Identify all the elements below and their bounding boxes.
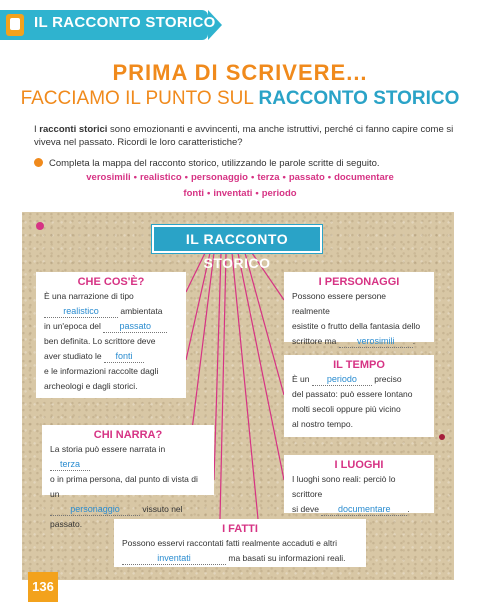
instruction bbox=[34, 157, 464, 170]
map-center-title: IL RACCONTO STORICO bbox=[152, 225, 322, 253]
answer-blank[interactable]: inventati bbox=[122, 552, 226, 565]
card-text: in un'epoca del bbox=[44, 321, 101, 331]
subtitle-highlight: RACCONTO STORICO bbox=[258, 88, 460, 109]
card-title: IL TEMPO bbox=[333, 359, 385, 371]
card-text: Possono esservi raccontati fatti realmente accaduti e altri bbox=[122, 538, 337, 548]
card-chi-narra bbox=[42, 425, 214, 529]
intro-pre: I bbox=[34, 124, 40, 135]
card-text: . bbox=[412, 336, 416, 346]
card-title: CHE COS'È? bbox=[77, 276, 145, 288]
card-text: La storia può essere narrata in bbox=[50, 444, 166, 454]
page-subtitle bbox=[0, 88, 480, 110]
instruction-text: Completa la mappa del racconto storico, utilizzando le parole scritte di seguito. bbox=[49, 158, 380, 169]
word-bank-item: verosimili bbox=[86, 172, 131, 183]
bullet-icon bbox=[34, 158, 43, 167]
card-text: aver studiato le bbox=[44, 351, 102, 361]
card-text: al nostro tempo. bbox=[292, 419, 353, 429]
card-text: preciso bbox=[374, 374, 402, 384]
card-text: ma basati su informazioni reali. bbox=[228, 553, 346, 563]
card-personaggi bbox=[284, 272, 434, 346]
card-text: del passato: può essere lontano bbox=[292, 389, 413, 399]
card-fatti bbox=[114, 519, 366, 567]
card-text: ambientata bbox=[120, 306, 163, 316]
card-title: I PERSONAGGI bbox=[318, 276, 400, 288]
card-title: I LUOGHI bbox=[334, 459, 384, 471]
answer-blank[interactable]: documentare bbox=[321, 503, 407, 516]
card-text: si deve bbox=[292, 504, 319, 514]
card-text: ben definita. Lo scrittore deve bbox=[44, 336, 156, 346]
answer-blank[interactable]: periodo bbox=[312, 373, 372, 386]
card-title: I FATTI bbox=[222, 523, 258, 535]
card-text: scrittore ma bbox=[292, 336, 337, 346]
word-bank-item: inventati bbox=[213, 188, 253, 199]
card-text: vissuto nel passato. bbox=[50, 504, 183, 529]
subtitle-prefix: FACCIAMO IL PUNTO SUL bbox=[20, 88, 259, 109]
card-tempo bbox=[284, 355, 434, 437]
card-text: molti secoli oppure più vicino bbox=[292, 404, 401, 414]
card-che-cose bbox=[36, 272, 186, 398]
card-text: È un bbox=[292, 374, 310, 384]
answer-blank[interactable]: realistico bbox=[44, 305, 118, 318]
page-number: 136 bbox=[28, 572, 58, 602]
answer-blank[interactable]: terza bbox=[50, 458, 90, 471]
card-text: . bbox=[407, 504, 410, 514]
word-bank-item: terza bbox=[257, 172, 280, 183]
word-bank-item: realistico bbox=[139, 172, 182, 183]
card-text: I luoghi sono reali: perciò lo scrittore bbox=[292, 474, 396, 499]
intro-post: sono emozionanti e avvincenti, ma anche istruttivi, perché ci fanno capire come si viveva nel passato. Ricordi le loro caratteristiche? bbox=[34, 124, 454, 148]
card-text: e le informazioni raccolte dagli bbox=[44, 366, 159, 376]
card-text: archeologi e dagli storici. bbox=[44, 381, 138, 391]
card-text: Possono essere persone realmente bbox=[292, 291, 387, 316]
card-luoghi bbox=[284, 455, 434, 513]
card-text: o in prima persona, dal punto di vista di un bbox=[50, 474, 198, 499]
word-bank-item: passato bbox=[288, 172, 325, 183]
pin-icon bbox=[439, 434, 445, 440]
book-icon bbox=[6, 14, 24, 36]
word-bank-item: documentare bbox=[334, 172, 394, 183]
word-bank-item: fonti bbox=[183, 188, 204, 199]
word-bank-item: personaggio bbox=[190, 172, 248, 183]
word-bank-item: periodo bbox=[261, 188, 297, 199]
intro-paragraph bbox=[34, 123, 454, 149]
word-bank-row-1: verosimili • realistico • personaggio • terza • passato • documentare bbox=[86, 172, 394, 183]
pin-icon bbox=[36, 222, 44, 230]
answer-blank[interactable]: personaggio bbox=[50, 503, 140, 516]
answer-blank[interactable]: fonti bbox=[104, 350, 144, 363]
card-title: CHI NARRA? bbox=[93, 429, 163, 441]
answer-blank[interactable]: verosimili bbox=[339, 335, 413, 348]
section-title: IL RACCONTO STORICO bbox=[34, 14, 216, 31]
card-text: È una narrazione di tipo bbox=[44, 291, 134, 301]
word-bank-row-2: fonti • inventati • periodo bbox=[183, 188, 297, 199]
card-text: esistite o frutto della fantasia dello bbox=[292, 321, 421, 331]
answer-blank[interactable]: passato bbox=[103, 320, 167, 333]
page-title: PRIMA DI SCRIVERE... bbox=[112, 60, 368, 85]
intro-bold: racconti storici bbox=[39, 124, 108, 135]
